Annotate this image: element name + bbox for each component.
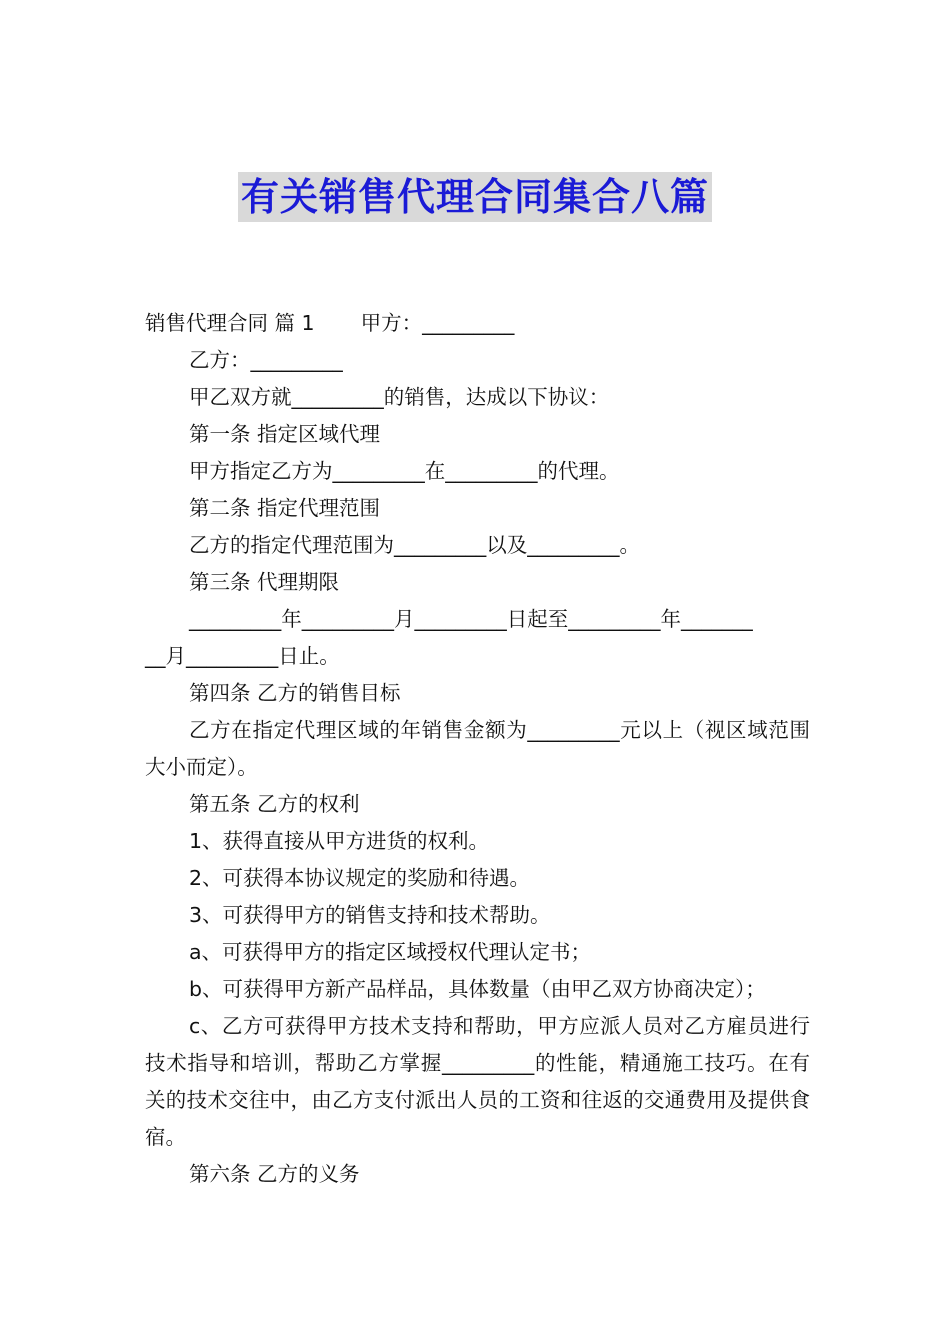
contract-number-label: 销售代理合同 篇 1 xyxy=(145,311,315,335)
article-4-heading: 第四条 乙方的销售目标 xyxy=(189,681,401,705)
article-5-heading: 第五条 乙方的权利 xyxy=(189,792,360,816)
article-3-text-line-2: __月_________日止。 xyxy=(145,644,340,668)
right-item-b: b、可获得甲方新产品样品，具体数量（由甲乙双方协商决定）； xyxy=(189,977,766,1001)
article-2-heading: 第二条 指定代理范围 xyxy=(189,496,381,520)
article-3-heading: 第三条 代理期限 xyxy=(189,570,340,594)
right-item-3: 3、可获得甲方的销售支持和技术帮助。 xyxy=(189,903,551,927)
article-6-heading: 第六条 乙方的义务 xyxy=(189,1162,360,1186)
right-item-a: a、可获得甲方的指定区域授权代理认定书； xyxy=(189,940,592,964)
article-1-text: 甲方指定乙方为_________在_________的代理。 xyxy=(189,459,620,483)
article-3-text-line-1: _________年_________月_________日起至_________年_______ xyxy=(189,607,753,631)
article-4-text: 乙方在指定代理区域的年销售金额为_________元以上（视区域范围大小而定）。 xyxy=(145,718,810,779)
title-container xyxy=(0,172,950,222)
document-body xyxy=(145,305,810,1193)
right-item-c: c、乙方可获得甲方技术支持和帮助，甲方应派人员对乙方雇员进行技术指导和培训，帮助乙方掌握_________的性能，精通施工技巧。在有关的技术交往中，由乙方支付派出人员的工资和往返的交通费用及提供食宿。 xyxy=(145,1014,810,1149)
right-item-2: 2、可获得本协议规定的奖励和待遇。 xyxy=(189,866,531,890)
article-2-text: 乙方的指定代理范围为_________以及_________。 xyxy=(189,533,640,557)
party-a-field: 甲方：_________ xyxy=(360,311,515,335)
article-1-heading: 第一条 指定区域代理 xyxy=(189,422,381,446)
document-title: 有关销售代理合同集合八篇 xyxy=(238,172,712,222)
party-b-field: 乙方：_________ xyxy=(189,348,343,372)
right-item-1: 1、获得直接从甲方进货的权利。 xyxy=(189,829,490,853)
agreement-intro: 甲乙双方就_________的销售，达成以下协议： xyxy=(189,385,610,409)
contract-heading-line xyxy=(145,305,810,342)
